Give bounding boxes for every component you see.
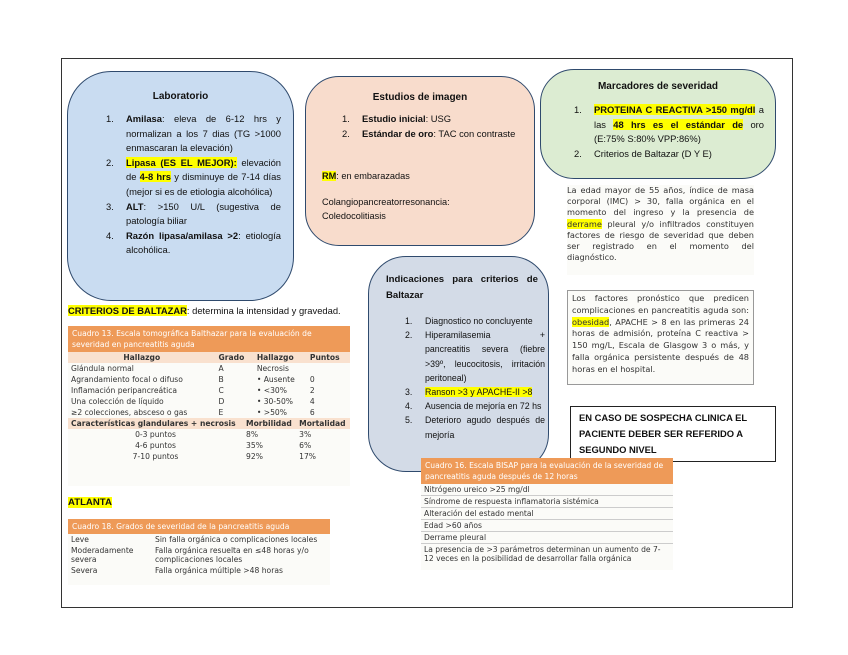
bisap-table-title: Cuadro 16. Escala BISAP para la evaluación de la severidad de pancreatitis aguda después de 12 horas	[421, 458, 673, 484]
riesgo-parrafo-2: Los factores pronóstico que predicen complicaciones en pancreatitis aguda son: obesidad, APACHE > 8 en las primeras 24 horas de admisión, proteína C reactiva > 150 mg/L, Escala de Glasgow 3 o más, y falla orgánica persistente después de 48 horas en el hospital.	[567, 290, 754, 385]
marcadores-list	[574, 103, 764, 161]
table-row: Alteración del estado mental	[421, 508, 673, 520]
laboratorio-title: Laboratorio	[152, 91, 209, 102]
baltazar-table	[68, 326, 350, 486]
list-item: 4. Ausencia de mejoría en 72 hs	[405, 401, 542, 412]
sospecha-box: EN CASO DE SOSPECHA CLINICA EL PACIENTE DEBER SER REFERIDO A SEGUNDO NIVEL	[570, 406, 776, 462]
list-item: 2. Estándar de oro: TAC con contraste	[342, 127, 516, 139]
list-item: 1. Estudio inicial: USG	[342, 113, 452, 124]
atlanta-table-title: Cuadro 18. Grados de severidad de la pancreatitis aguda	[68, 519, 330, 534]
table-row: 7-10 puntos 92% 17%	[132, 452, 317, 461]
list-item: 3. ALT: >150 U/L (sugestiva de patología biliar	[106, 200, 281, 227]
baltazar-table-title: Cuadro 13. Escala tomográfica Balthazar para la evaluación de severidad en pancreatitis aguda	[68, 326, 350, 352]
imagen-title: Estudios de imagen	[372, 92, 468, 103]
indicaciones-list	[405, 314, 545, 442]
baltazar-heading: CRITERIOS DE BALTAZAR: determina la intensidad y gravedad.	[68, 305, 341, 316]
table-row: Glándula normal A Necrosis	[71, 364, 289, 373]
table-row: Moderadamente severa Falla orgánica resuelta en ≤48 horas y/o complicaciones locales	[71, 546, 309, 564]
bisap-grid	[421, 484, 673, 564]
list-item: 4. Razón lipasa/amilasa >2: etiología alcohólica.	[106, 229, 282, 256]
table-row: La presencia de >3 parámetros determinan un aumento de 7-12 veces en la posibilidad de desarrollar falla orgánica	[424, 545, 661, 563]
riesgo-parrafo-1: La edad mayor de 55 años, índice de masa corporal (IMC) > 30, falla orgánica en el momento del ingreso y la presencia de derrame pleural y/o infiltrados constituyen factores de riesgo de severidad que deben ser registrado en el momento del diagnóstico.	[567, 185, 754, 275]
baltazar-grid-2: Características glandulares + necrosis Morbilidad Mortalidad 0-3 puntos 8% 3% 4-6 puntos 35% 6% 7-10 puntos 92% 17%	[68, 418, 350, 462]
table-row: ≥2 colecciones, absceso o gas E • >50% 6	[71, 408, 315, 417]
table-row: Nitrógeno ureico >25 mg/dl	[421, 484, 673, 496]
atlanta-grid	[68, 534, 330, 576]
table-row: 4-6 puntos 35% 6%	[135, 441, 312, 450]
table-row: 0-3 puntos 8% 3%	[135, 430, 312, 439]
marcadores-title: Marcadores de severidad	[597, 81, 719, 92]
table-row: Severa Falla orgánica múltiple >48 horas	[71, 566, 283, 575]
table-row: Leve Sin falla orgánica o complicaciones locales	[71, 535, 318, 544]
list-item: 2. Hiperamilasemia + pancreatitis severa (fiebre >39º, leucocitosis, irritación peritoneal)	[405, 330, 545, 383]
rm-text: RM: en embarazadas	[322, 171, 410, 181]
atlanta-heading: ATLANTA	[68, 497, 112, 508]
indicaciones-title: Indicaciones para criterios de Baltazar	[386, 274, 538, 301]
table-row: Derrame pleural	[421, 532, 673, 544]
list-item: 3. Ranson >3 y APACHE-II >8	[405, 387, 533, 398]
table-row: Síndrome de respuesta inflamatoria sistémica	[421, 496, 673, 508]
list-item: 1. Amilasa: eleva de 6-12 hrs y normalizan a los 7 dias (TG >1000 enmascaran la elevación)	[106, 113, 281, 154]
laboratorio-list	[106, 112, 281, 258]
table-row: Una colección de líquido D • 30-50% 4	[71, 397, 315, 406]
imagen-list	[342, 112, 518, 141]
list-item: 1. PROTEINA C REACTIVA >150 mg/dl a las 48 hrs es el estándar de oro (E:75% S:80% VPP:86%)	[574, 104, 765, 145]
baltazar-grid: Hallazgo Grado Hallazgo Puntos Glándula normal A Necrosis Agrandamiento focal o difuso B • Ausente 0 Inflamación peripancreática C • <30% 2 Una colección de líquido D • 30-50% 4 ≥2 colecciones, absceso o gas E • >50% 6	[68, 352, 350, 418]
colangio-text: Colangiopancreatorresonancia: Coledocolitiasis	[322, 197, 450, 221]
bisap-table	[421, 458, 673, 570]
list-item: 1. Diagnostico no concluyente	[405, 316, 533, 326]
atlanta-table	[68, 519, 330, 585]
table-row: Edad >60 años	[421, 520, 673, 532]
table-row: Agrandamiento focal o difuso B • Ausente 0	[71, 375, 315, 384]
list-item: 5. Deterioro agudo después de mejoría	[405, 415, 545, 440]
list-item: 2. Criterios de Baltazar (D Y E)	[574, 147, 712, 159]
list-item: 2. Lipasa (ES EL MEJOR): elevación de 4-8 hrs y disminuye de 7-14 días (mejor si es de etiologia alcohólica)	[106, 156, 281, 197]
table-row: Inflamación peripancreática C • <30% 2	[71, 386, 315, 395]
